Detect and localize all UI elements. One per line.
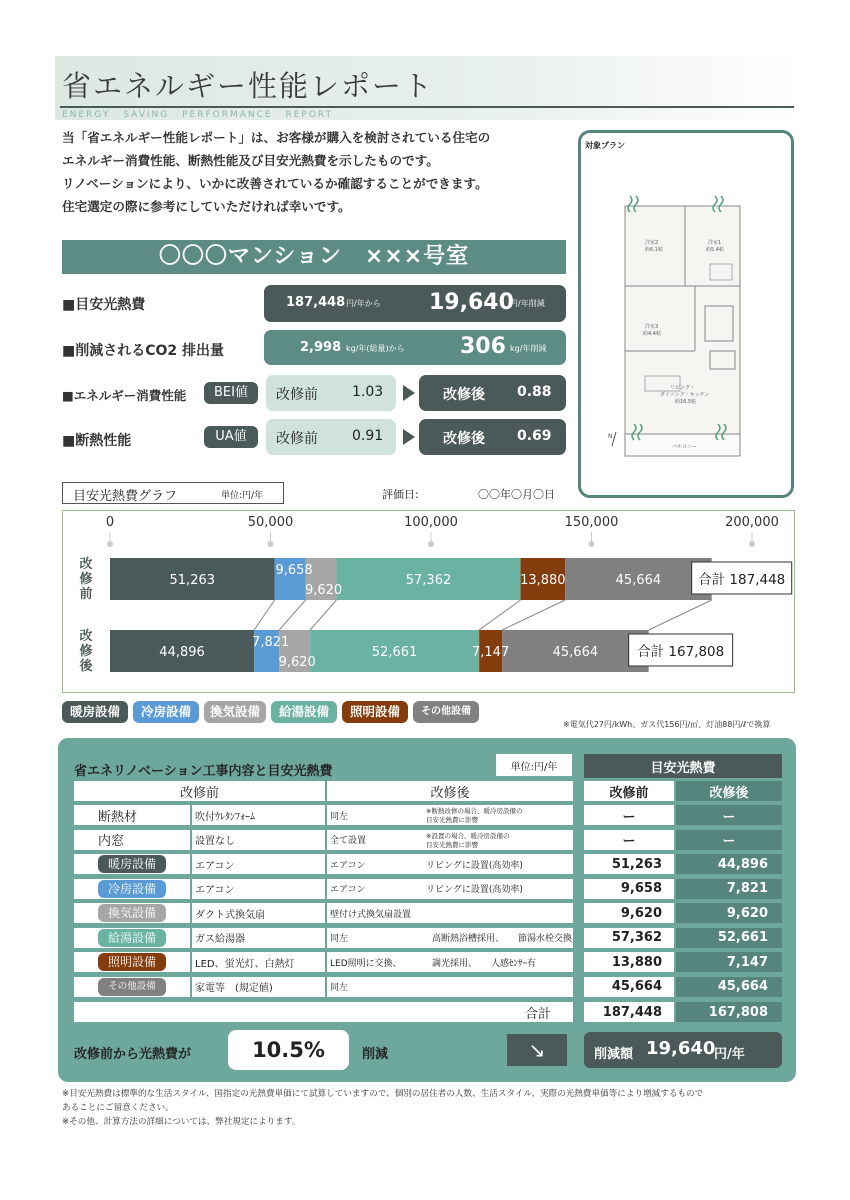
- row-name-cell: [74, 830, 190, 850]
- legend-item: 給湯設備: [271, 701, 337, 723]
- row-value-before: 13,880: [584, 952, 674, 972]
- cost-saving-unit: 円/年削減: [510, 299, 545, 308]
- co2-saving-unit: kg/年削減: [510, 344, 547, 353]
- room-label: 約16.5帖: [675, 399, 697, 405]
- category-label-char: 修: [79, 644, 93, 659]
- row-before: 家電等 (規定値): [192, 977, 325, 997]
- floor-plan-label: 対象プラン: [585, 141, 625, 150]
- chart-title: 目安光熱費グラフ: [73, 489, 178, 504]
- row-value-before: ー: [584, 830, 674, 850]
- connector-line: [502, 600, 565, 630]
- ua-before-box: [266, 419, 396, 455]
- row-before: 設置なし: [192, 830, 325, 850]
- row-before: ガス給湯器: [192, 928, 325, 948]
- row-value-after: ー: [676, 830, 782, 850]
- bei-label: ■エネルギー消費性能: [62, 388, 187, 403]
- tick-label: 100,000: [404, 515, 458, 530]
- row-value-before: 9,658: [584, 879, 674, 899]
- row-note: 人感ｾﾝｻｰ有: [491, 958, 537, 969]
- legend-item: 換気設備: [204, 701, 266, 723]
- room-label: リビング・: [670, 385, 695, 391]
- row-value-after: 9,620: [676, 903, 782, 923]
- row-name: その他設備: [98, 978, 166, 996]
- row-after: エアコン: [330, 860, 366, 871]
- intro-line: 住宅選定の際に参考にしていただければ幸いです。: [62, 199, 351, 214]
- row-after: 壁付け式換気扇設置: [330, 909, 412, 920]
- row-value-after: 7,821: [676, 879, 782, 899]
- category-label-char: 修: [79, 572, 93, 587]
- tick-label: 50,000: [247, 515, 294, 530]
- tick-label: 150,000: [564, 515, 619, 530]
- row-value-before: 9,620: [584, 903, 674, 923]
- row-note: 高断熱浴槽採用、: [432, 934, 505, 944]
- reduction-amount-unit: 円/年: [714, 1047, 745, 1062]
- property-name: 〇〇〇マンション ×××号室: [62, 240, 566, 274]
- bei-after-label: 改修後: [443, 387, 485, 403]
- legend-item: 照明設備: [342, 701, 408, 723]
- intro-text: [62, 126, 572, 218]
- bei-after-box: [419, 375, 566, 411]
- row-after: 同左: [330, 934, 349, 944]
- footnotes: [62, 1087, 802, 1129]
- bei-after-value: 0.88: [517, 384, 552, 400]
- intro-line: エネルギー消費性能、断熱性能及び目安光熱費を示したものです。: [62, 153, 439, 168]
- bar-value-label: 45,664: [615, 573, 662, 588]
- row-after-cell: [327, 977, 573, 997]
- row-name: 冷房設備: [98, 880, 166, 898]
- r-before-header: 改修前: [584, 781, 674, 801]
- bar-value-label: 13,880: [520, 573, 566, 588]
- ua-after-label: 改修後: [443, 431, 485, 447]
- row-name: 断熱材: [98, 809, 138, 825]
- reduction-suffix: 削減: [362, 1047, 389, 1062]
- row-after-cell: [327, 928, 573, 948]
- co2-before-unit: kg/年(総量)から: [346, 344, 405, 353]
- cost-saving: 19,640: [429, 290, 514, 315]
- row-value-after: 44,896: [676, 854, 782, 874]
- eval-date: 〇〇年〇月〇日: [478, 488, 555, 501]
- row-name-cell: [74, 977, 190, 997]
- bar-value-label: 7,147: [472, 645, 510, 660]
- co2-saving: 306: [460, 334, 506, 359]
- reduction-amount-label: 削減額: [594, 1047, 634, 1062]
- row-note: ※断熱改修の場合、暖冷房設備の: [426, 807, 523, 815]
- row-name-cell: [74, 805, 190, 825]
- bei-before-label: 改修前: [276, 387, 318, 403]
- row-value-after: 52,661: [676, 928, 782, 948]
- room-label: 洋室3: [645, 324, 659, 330]
- ua-before-label: 改修前: [276, 431, 318, 447]
- reduction-amount: 19,640: [646, 1038, 716, 1059]
- arrow-right-icon: [403, 385, 415, 401]
- ua-before-value: 0.91: [352, 428, 384, 444]
- bei-tag: BEI値: [204, 382, 258, 404]
- page-subtitle: ENERGY SAVING PERFORMANCE REPORT: [62, 110, 333, 120]
- total-label: 合計 167,808: [637, 644, 725, 660]
- table-unit: 単位:円/年: [496, 754, 572, 776]
- room-label: ダイニング・キッチン: [660, 392, 710, 398]
- row-note: ※設置の場合、暖冷房設備の: [426, 831, 510, 840]
- row-value-before: 57,362: [584, 928, 674, 948]
- col-after-header: 改修後: [327, 781, 573, 801]
- tick-dot: [428, 541, 434, 547]
- total-label: 合計: [74, 1002, 573, 1022]
- connector-line: [649, 600, 712, 630]
- room-label: 洋室2: [645, 240, 659, 246]
- total-after: 167,808: [676, 1002, 782, 1022]
- ua-after-value: 0.69: [517, 428, 552, 444]
- room-label: 約4.4帖: [643, 331, 661, 337]
- legend-item: 冷房設備: [133, 701, 199, 723]
- row-name-cell: [74, 854, 190, 874]
- row-name-cell: [74, 928, 190, 948]
- ua-after-box: [419, 419, 566, 455]
- row-value-after: 45,664: [676, 977, 782, 997]
- legend-item: その他設備: [413, 701, 479, 723]
- cost-label: ■目安光熱費: [62, 297, 146, 313]
- r-after-header: 改修後: [676, 781, 782, 801]
- col-before-header: 改修前: [74, 781, 325, 801]
- room-label: 約5.4帖: [706, 247, 724, 253]
- co2-box: [264, 330, 566, 365]
- tick-dot: [749, 541, 755, 547]
- row-before: ダクト式換気扇: [192, 903, 325, 923]
- footnote: ※その他、計算方法の詳細については、弊社規定によります。: [62, 1117, 301, 1127]
- room-label: 洋室1: [708, 240, 722, 246]
- row-after-cell: [327, 879, 573, 899]
- co2-label: ■削減されるCO2 排出量: [62, 343, 225, 359]
- row-name: 換気設備: [98, 904, 166, 922]
- ua-label: ■断熱性能: [62, 433, 132, 449]
- row-after-cell: [327, 830, 573, 850]
- tick-dot: [589, 541, 595, 547]
- connector-line: [310, 600, 336, 630]
- tick-dot: [107, 541, 113, 547]
- chart-title-box: [62, 482, 284, 504]
- connector-line: [479, 600, 520, 630]
- bar-value-label: 57,362: [405, 573, 452, 588]
- footnote: あることにご留意ください。: [62, 1103, 174, 1113]
- row-after: 同左: [330, 811, 349, 822]
- bar-value-label: 9,658: [275, 563, 313, 578]
- bar-value-label: 44,896: [159, 645, 205, 660]
- row-value-before: 51,263: [584, 854, 674, 874]
- row-note: リビングに設置(高効率): [426, 885, 523, 895]
- row-note: 調光採用、: [432, 958, 478, 969]
- ua-tag: UA値: [204, 426, 258, 448]
- row-before: LED、蛍光灯、白熱灯: [192, 952, 325, 972]
- row-after-cell: [327, 854, 573, 874]
- row-value-before: 45,664: [584, 977, 674, 997]
- category-label-char: 後: [79, 659, 93, 674]
- row-after: LED照明に交換、: [330, 958, 402, 969]
- row-note: リビングに設置(高効率): [426, 860, 523, 871]
- reduction-amount-box: [584, 1032, 782, 1068]
- total-before: 187,448: [584, 1002, 674, 1022]
- arrow-down-right-icon: ↘: [507, 1034, 567, 1066]
- row-value-after: ー: [676, 805, 782, 825]
- title-divider: [60, 106, 794, 108]
- bar-value-label: 9,620: [278, 655, 316, 670]
- tick-label: 0: [105, 515, 115, 530]
- table-title: 省エネリノベーション工事内容と目安光熱費: [74, 764, 333, 779]
- row-before: エアコン: [192, 879, 325, 899]
- row-name-cell: [74, 903, 190, 923]
- row-note: 節湯水栓交換: [518, 934, 573, 944]
- bei-before-value: 1.03: [352, 384, 384, 400]
- category-label-char: 改: [79, 557, 93, 572]
- conversion-note: ※電気代27円/kWh、ガス代156円/㎥、灯油88円/ℓで換算: [563, 720, 771, 729]
- row-value-after: 7,147: [676, 952, 782, 972]
- tick-label: 200,000: [725, 515, 779, 530]
- chart-legend: [62, 701, 479, 723]
- arrow-right-icon: [403, 429, 415, 445]
- cost-before-unit: 円/年から: [346, 299, 381, 308]
- bar-value-label: 51,263: [169, 573, 216, 588]
- co2-before: 2,998: [300, 340, 342, 355]
- cost-box: [264, 285, 566, 322]
- bar-value-label: 52,661: [371, 645, 418, 660]
- intro-line: 当「省エネルギー性能レポート」は、お客様が購入を検討されている住宅の: [62, 130, 491, 145]
- category-label-char: 前: [79, 587, 93, 602]
- bei-before-box: [266, 375, 396, 411]
- row-name: 照明設備: [98, 953, 166, 971]
- connector-line: [254, 600, 274, 630]
- row-after-cell: [327, 805, 573, 825]
- floor-plan-drawing: [600, 186, 750, 471]
- page-title: 省エネルギー性能レポート: [62, 69, 435, 103]
- row-after: エアコン: [330, 885, 366, 895]
- connector-line: [279, 600, 305, 630]
- eval-label: 評価日:: [382, 488, 419, 501]
- bar-value-label: 7,821: [252, 635, 290, 650]
- svg-text:N: N: [608, 433, 613, 440]
- row-after-cell: [327, 952, 573, 972]
- cost-before: 187,448: [286, 295, 346, 310]
- row-before: 吹付ｳﾚﾀﾝﾌｫｰﾑ: [192, 805, 325, 825]
- total-label: 合計 187,448: [698, 572, 786, 588]
- row-before: エアコン: [192, 854, 325, 874]
- row-name: 内窓: [98, 834, 125, 849]
- row-after-cell: [327, 903, 573, 923]
- row-note: 目安光熱費に影響: [426, 840, 478, 849]
- bar-value-label: 9,620: [304, 583, 343, 598]
- cost-bar-chart: [62, 510, 795, 693]
- row-name-cell: [74, 952, 190, 972]
- room-label: バルコニー: [672, 444, 698, 450]
- row-after: 全て設置: [330, 836, 367, 846]
- tick-dot: [268, 541, 274, 547]
- reduction-percent: 10.5%: [228, 1030, 349, 1070]
- footnote: ※目安光熱費は標準的な生活スタイル、国指定の光熱費単価にて試算していますので、個別の居住者の人数、生活スタイル、実際の光熱費単価等により増減するもので: [62, 1089, 704, 1099]
- reduction-label: 改修前から光熱費が: [74, 1047, 192, 1062]
- north-arrow-icon: [608, 432, 616, 446]
- row-note: 目安光熱費に影響: [426, 816, 478, 824]
- row-name: 暖房設備: [98, 855, 166, 873]
- chart-unit: 単位:円/年: [221, 491, 264, 501]
- bar-value-label: 45,664: [552, 645, 599, 660]
- row-name-cell: [74, 879, 190, 899]
- row-value-before: ー: [584, 805, 674, 825]
- right-title: 目安光熱費: [584, 754, 782, 778]
- row-name: 給湯設備: [98, 929, 166, 947]
- room-label: 約6.1帖: [645, 247, 663, 253]
- intro-line: リノベーションにより、いかに改善されているか確認することができます。: [62, 176, 488, 191]
- row-after: 同左: [330, 983, 349, 993]
- legend-item: 暖房設備: [62, 701, 128, 723]
- category-label-char: 改: [79, 629, 93, 644]
